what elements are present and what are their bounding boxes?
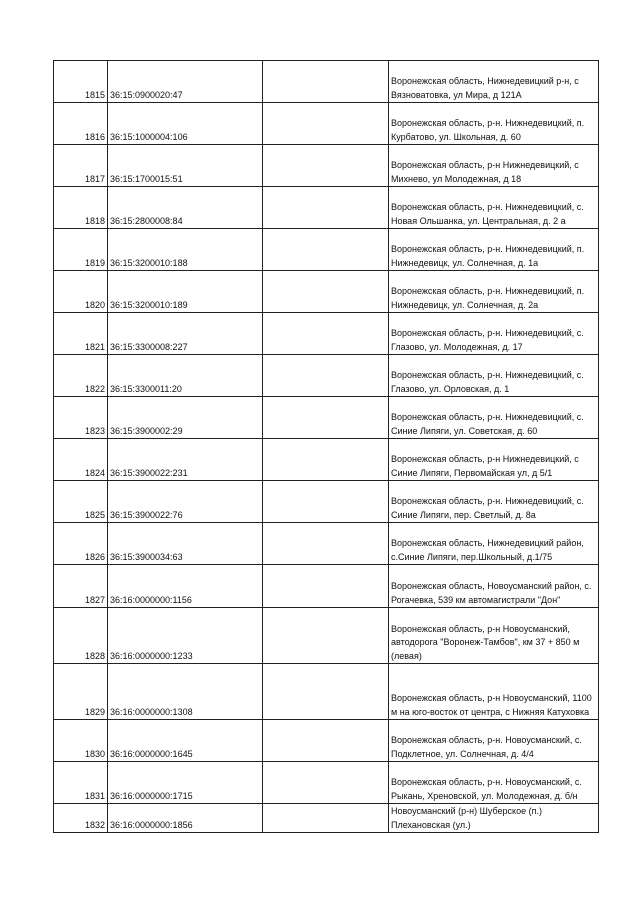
row-number: 1815: [54, 61, 108, 103]
table-row: [54, 608, 599, 664]
address: Воронежская область, Нижнедевицкий р-н, с Вязноватовка, ул Мира, д 121А: [389, 61, 599, 103]
row-number: 1820: [54, 271, 108, 313]
cadastral-number: 36:16:0000000:1308: [108, 664, 263, 720]
table-row: [54, 355, 599, 397]
address: Воронежская область, р-н. Нижнедевицкий, п. Нижнедевицк, ул. Солнечная, д. 1а: [389, 229, 599, 271]
table-row: [54, 61, 599, 103]
row-number: 1816: [54, 103, 108, 145]
empty-cell: [263, 664, 389, 720]
empty-cell: [263, 439, 389, 481]
empty-cell: [263, 720, 389, 762]
cadastral-number: 36:16:0000000:1645: [108, 720, 263, 762]
address: Воронежская область, р-н. Нижнедевицкий, п. Курбатово, ул. Школьная, д. 60: [389, 103, 599, 145]
row-number: 1818: [54, 187, 108, 229]
table-row: [54, 804, 599, 833]
empty-cell: [263, 271, 389, 313]
table-row: [54, 565, 599, 608]
table-row: [54, 271, 599, 313]
empty-cell: [263, 397, 389, 439]
address: Воронежская область, Новоусманский район, с. Рогачевка, 539 км автомагистрали "Дон": [389, 565, 599, 608]
row-number: 1824: [54, 439, 108, 481]
cadastral-number: 36:15:2800008:84: [108, 187, 263, 229]
cadastral-number: 36:15:1000004:106: [108, 103, 263, 145]
empty-cell: [263, 187, 389, 229]
cadastral-number: 36:15:1700015:51: [108, 145, 263, 187]
row-number: 1828: [54, 608, 108, 664]
address: Воронежская область, р-н. Нижнедевицкий, п. Нижнедевицк, ул. Солнечная, д. 2а: [389, 271, 599, 313]
address: Воронежская область, р-н Нижнедевицкий, с Синие Липяги, Первомайская ул, д 5/1: [389, 439, 599, 481]
empty-cell: [263, 804, 389, 833]
row-number: 1822: [54, 355, 108, 397]
row-number: 1821: [54, 313, 108, 355]
address: Воронежская область, р-н. Новоусманский, с. Рыкань, Хреновской, ул. Молодежная, д. б/н: [389, 762, 599, 804]
row-number: 1830: [54, 720, 108, 762]
row-number: 1826: [54, 523, 108, 565]
empty-cell: [263, 481, 389, 523]
address: Воронежская область, р-н. Нижнедевицкий, с. Синие Липяги, ул. Советская, д. 60: [389, 397, 599, 439]
row-number: 1832: [54, 804, 108, 833]
empty-cell: [263, 103, 389, 145]
address: Воронежская область, р-н. Нижнедевицкий, с. Глазово, ул. Молодежная, д. 17: [389, 313, 599, 355]
empty-cell: [263, 61, 389, 103]
table-row: [54, 439, 599, 481]
row-number: 1823: [54, 397, 108, 439]
row-number: 1827: [54, 565, 108, 608]
empty-cell: [263, 313, 389, 355]
empty-cell: [263, 762, 389, 804]
cadastral-number: 36:16:0000000:1856: [108, 804, 263, 833]
address: Воронежская область, р-н Новоусманский, автодорога "Воронеж-Тамбов", км 37 + 850 м (левая): [389, 608, 599, 664]
empty-cell: [263, 355, 389, 397]
cadastral-number: 36:16:0000000:1156: [108, 565, 263, 608]
address: Новоусманский (р-н) Шуберское (п.) Плехановская (ул.): [389, 804, 599, 833]
cadastral-number: 36:15:3900034:63: [108, 523, 263, 565]
table-row: [54, 664, 599, 720]
table-row: [54, 187, 599, 229]
row-number: 1831: [54, 762, 108, 804]
row-number: 1829: [54, 664, 108, 720]
row-number: 1825: [54, 481, 108, 523]
address: Воронежская область, Нижнедевицкий район, с.Синие Липяги, пер.Школьный, д.1/75: [389, 523, 599, 565]
table-row: [54, 313, 599, 355]
empty-cell: [263, 608, 389, 664]
cadastral-number: 36:15:0900020:47: [108, 61, 263, 103]
empty-cell: [263, 229, 389, 271]
cadastral-number: 36:15:3900022:76: [108, 481, 263, 523]
empty-cell: [263, 565, 389, 608]
address: Воронежская область, р-н Новоусманский, 1100 м на юго-восток от центра, с Нижняя Катуховка: [389, 664, 599, 720]
cadastral-number: 36:15:3900002:29: [108, 397, 263, 439]
table-row: [54, 229, 599, 271]
row-number: 1819: [54, 229, 108, 271]
address: Воронежская область, р-н. Нижнедевицкий, с. Новая Ольшанка, ул. Центральная, д. 2 а: [389, 187, 599, 229]
table-row: [54, 720, 599, 762]
table-row: [54, 145, 599, 187]
address: Воронежская область, р-н Нижнедевицкий, с Михнево, ул Молодежная, д 18: [389, 145, 599, 187]
cadastral-number: 36:15:3200010:188: [108, 229, 263, 271]
registry-table: [53, 60, 599, 833]
table-row: [54, 762, 599, 804]
cadastral-number: 36:16:0000000:1715: [108, 762, 263, 804]
table-row: [54, 481, 599, 523]
cadastral-number: 36:15:3900022:231: [108, 439, 263, 481]
cadastral-number: 36:15:3200010:189: [108, 271, 263, 313]
table-row: [54, 397, 599, 439]
cadastral-number: 36:15:3300011:20: [108, 355, 263, 397]
cadastral-number: 36:16:0000000:1233: [108, 608, 263, 664]
empty-cell: [263, 523, 389, 565]
address: Воронежская область, р-н. Новоусманский, с. Подклетное, ул. Солнечная, д. 4/4: [389, 720, 599, 762]
registry-table-body: [54, 61, 599, 833]
table-row: [54, 103, 599, 145]
cadastral-number: 36:15:3300008:227: [108, 313, 263, 355]
address: Воронежская область, р-н. Нижнедевицкий, с. Синие Липяги, пер. Светлый, д. 8а: [389, 481, 599, 523]
row-number: 1817: [54, 145, 108, 187]
empty-cell: [263, 145, 389, 187]
address: Воронежская область, р-н. Нижнедевицкий, с. Глазово, ул. Орловская, д. 1: [389, 355, 599, 397]
table-row: [54, 523, 599, 565]
